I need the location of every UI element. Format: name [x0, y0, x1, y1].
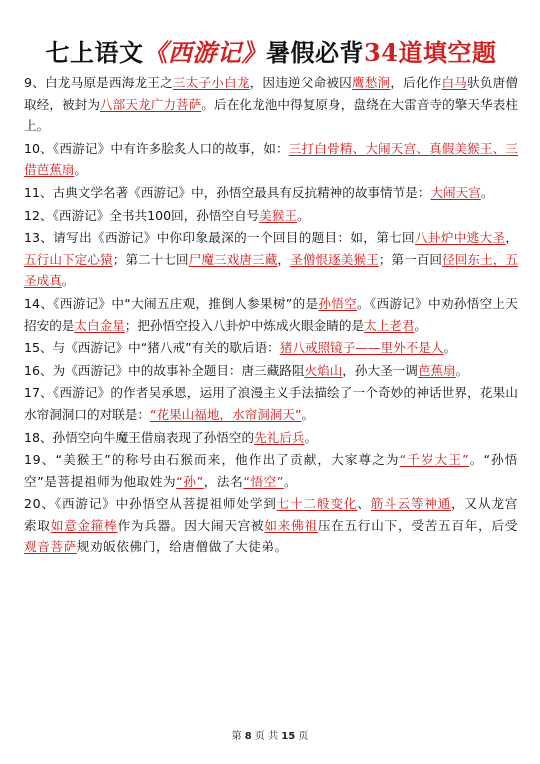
- answer-text: 太上老君: [364, 317, 415, 333]
- question-text: 作为兵器。因大闹天宫被: [117, 517, 265, 533]
- question-text: 。: [443, 340, 457, 356]
- question-text: 17、《西游记》的作者吴承恩，运用了浪漫主义手法描绘了一个奇妙的神话世界，花果山水帘洞洞口的对联是：: [24, 385, 518, 422]
- question-text: ，: [505, 230, 519, 246]
- answer-text: 猪八戒照镜子——里外不是人: [279, 340, 444, 356]
- question-item: [24, 449, 518, 492]
- question-text: ，: [277, 251, 291, 267]
- answer-text: 先礼后兵: [254, 429, 305, 445]
- question-text: 。: [301, 406, 315, 422]
- question-text: ，又从龙宫索取: [24, 496, 518, 533]
- question-text: 20、《西游记》中孙悟空从菩提祖师处学到: [24, 496, 277, 512]
- question-text: ，孙大圣一调: [342, 362, 418, 378]
- answer-text: 白马: [441, 75, 468, 90]
- answer-text: 三打白骨精、大闹天宫、真假美猴王、三借芭蕉扇: [24, 140, 519, 178]
- answer-text: 孙悟空: [318, 295, 358, 311]
- question-text: 9、白龙马原是西海龙王之: [24, 75, 173, 90]
- answer-text: 八部天龙广力菩萨: [100, 96, 202, 112]
- question-text: 16、为《西游记》中的故事补全题目：唐三藏路阻: [24, 362, 305, 378]
- answer-text: 美猴王: [259, 207, 298, 223]
- question-text: 。: [455, 362, 469, 378]
- title-prefix: 七上语文: [45, 38, 144, 67]
- question-item: [24, 337, 518, 359]
- answer-text: 圣僧恨逐美猴王: [290, 251, 379, 267]
- question-text: 13、请写出《西游记》中你印象最深的一个回目的题目：如，第七回: [24, 230, 415, 246]
- answer-text: “花果山福地，水帘洞洞天”: [149, 406, 302, 422]
- question-text: 15、与《西游记》中“猪八戒”有关的歇后语：: [24, 340, 280, 356]
- question-item: [24, 138, 518, 181]
- question-text: 。后在化龙池中得复原身，盘绕在大雷音寺的擎天华表柱上。: [24, 96, 519, 134]
- question-text: ，法名: [203, 473, 244, 489]
- title-suffix: 道填空题: [398, 38, 497, 67]
- question-text: 。: [480, 184, 494, 200]
- answer-text: 观音菩萨: [24, 539, 77, 555]
- title-middle: 暑假必背: [266, 38, 365, 67]
- answer-text: 太白金星: [74, 317, 125, 333]
- question-text: 。: [74, 162, 87, 178]
- answer-text: 三太子小白龙: [172, 75, 250, 90]
- answer-text: 鹰愁涧: [351, 75, 391, 90]
- answer-text: 火焰山: [304, 362, 343, 378]
- question-text: 19、“美猴王”的称号由石猴而来，他作出了贡献，大家尊之为: [24, 452, 400, 468]
- answer-text: 八卦炉中逃大圣: [414, 230, 506, 246]
- title-count: 34: [364, 38, 399, 67]
- question-text: ，后化作: [390, 75, 442, 90]
- footer-label-2: 页 共: [254, 731, 279, 742]
- answer-text: 五行山下定心猿: [24, 251, 113, 267]
- answer-text: 大闹天宫: [430, 184, 481, 200]
- answer-text: 尸魔三戏唐三藏: [188, 251, 278, 267]
- question-text: 11、古典文学名著《西游记》中，孙悟空最具有反抗精神的故事情节是：: [24, 184, 431, 200]
- answer-text: 筋斗云等神通: [370, 496, 452, 512]
- question-item: [24, 72, 518, 137]
- question-text: 驮负唐僧取经，被封为: [24, 75, 519, 112]
- question-item: [24, 493, 518, 558]
- answer-text: 芭蕉扇: [417, 362, 456, 378]
- question-text: 规劝皈依佛门，给唐僧做了大徒弟。: [76, 539, 288, 555]
- question-list: [24, 72, 518, 558]
- question-item: [24, 227, 518, 292]
- question-text: 12、《西游记》全书共100回，孙悟空自号: [24, 207, 260, 223]
- question-text: 。《西游记》中劝孙悟空上天招安的是: [24, 295, 519, 333]
- answer-text: “千岁大王”: [399, 452, 470, 468]
- question-text: 。“孙悟空”是菩提祖师为他取姓为: [24, 452, 518, 489]
- question-text: 。: [304, 429, 318, 445]
- page-footer: [0, 727, 540, 742]
- footer-current-page: 8: [244, 731, 252, 742]
- title-book-name: 《西游记》: [143, 38, 267, 67]
- question-text: 。: [283, 473, 298, 489]
- answer-text: “孙”: [176, 473, 204, 489]
- answer-text: 如意金箍棒: [50, 517, 118, 533]
- question-item: [24, 427, 518, 449]
- footer-label-3: 页: [298, 731, 309, 742]
- question-item: [24, 382, 518, 425]
- question-text: 、: [357, 496, 371, 512]
- answer-text: 七十二般变化: [276, 496, 358, 512]
- question-text: ；第二十七回: [112, 251, 189, 267]
- question-text: ；把孙悟空投入八卦炉中炼成火眼金睛的是: [124, 317, 365, 333]
- question-item: [24, 182, 518, 204]
- question-text: 。: [297, 207, 310, 223]
- answer-text: “悟空”: [243, 473, 284, 489]
- question-text: ；第一百回: [378, 251, 443, 267]
- question-item: [24, 293, 518, 336]
- question-text: 。: [61, 273, 75, 289]
- question-item: [24, 360, 518, 382]
- answer-text: 如来佛祖: [264, 517, 318, 533]
- question-item: [24, 205, 518, 227]
- page-title: [24, 0, 518, 68]
- footer-total-pages: 15: [281, 731, 296, 742]
- question-text: 。: [414, 317, 427, 333]
- footer-label-1: 第: [231, 731, 242, 742]
- answer-text: 径回东土，五圣成真: [24, 251, 519, 289]
- question-text: ，因违逆父命被囚: [249, 75, 352, 90]
- question-text: 压在五行山下，受苦五百年，后受: [317, 517, 519, 533]
- question-text: 10、《西游记》中有许多脍炙人口的故事，如：: [24, 140, 289, 156]
- question-text: 14、《西游记》中“大闹五庄观，推倒人参果树”的是: [24, 295, 319, 311]
- question-text: 18、孙悟空向牛魔王借扇表现了孙悟空的: [24, 429, 255, 445]
